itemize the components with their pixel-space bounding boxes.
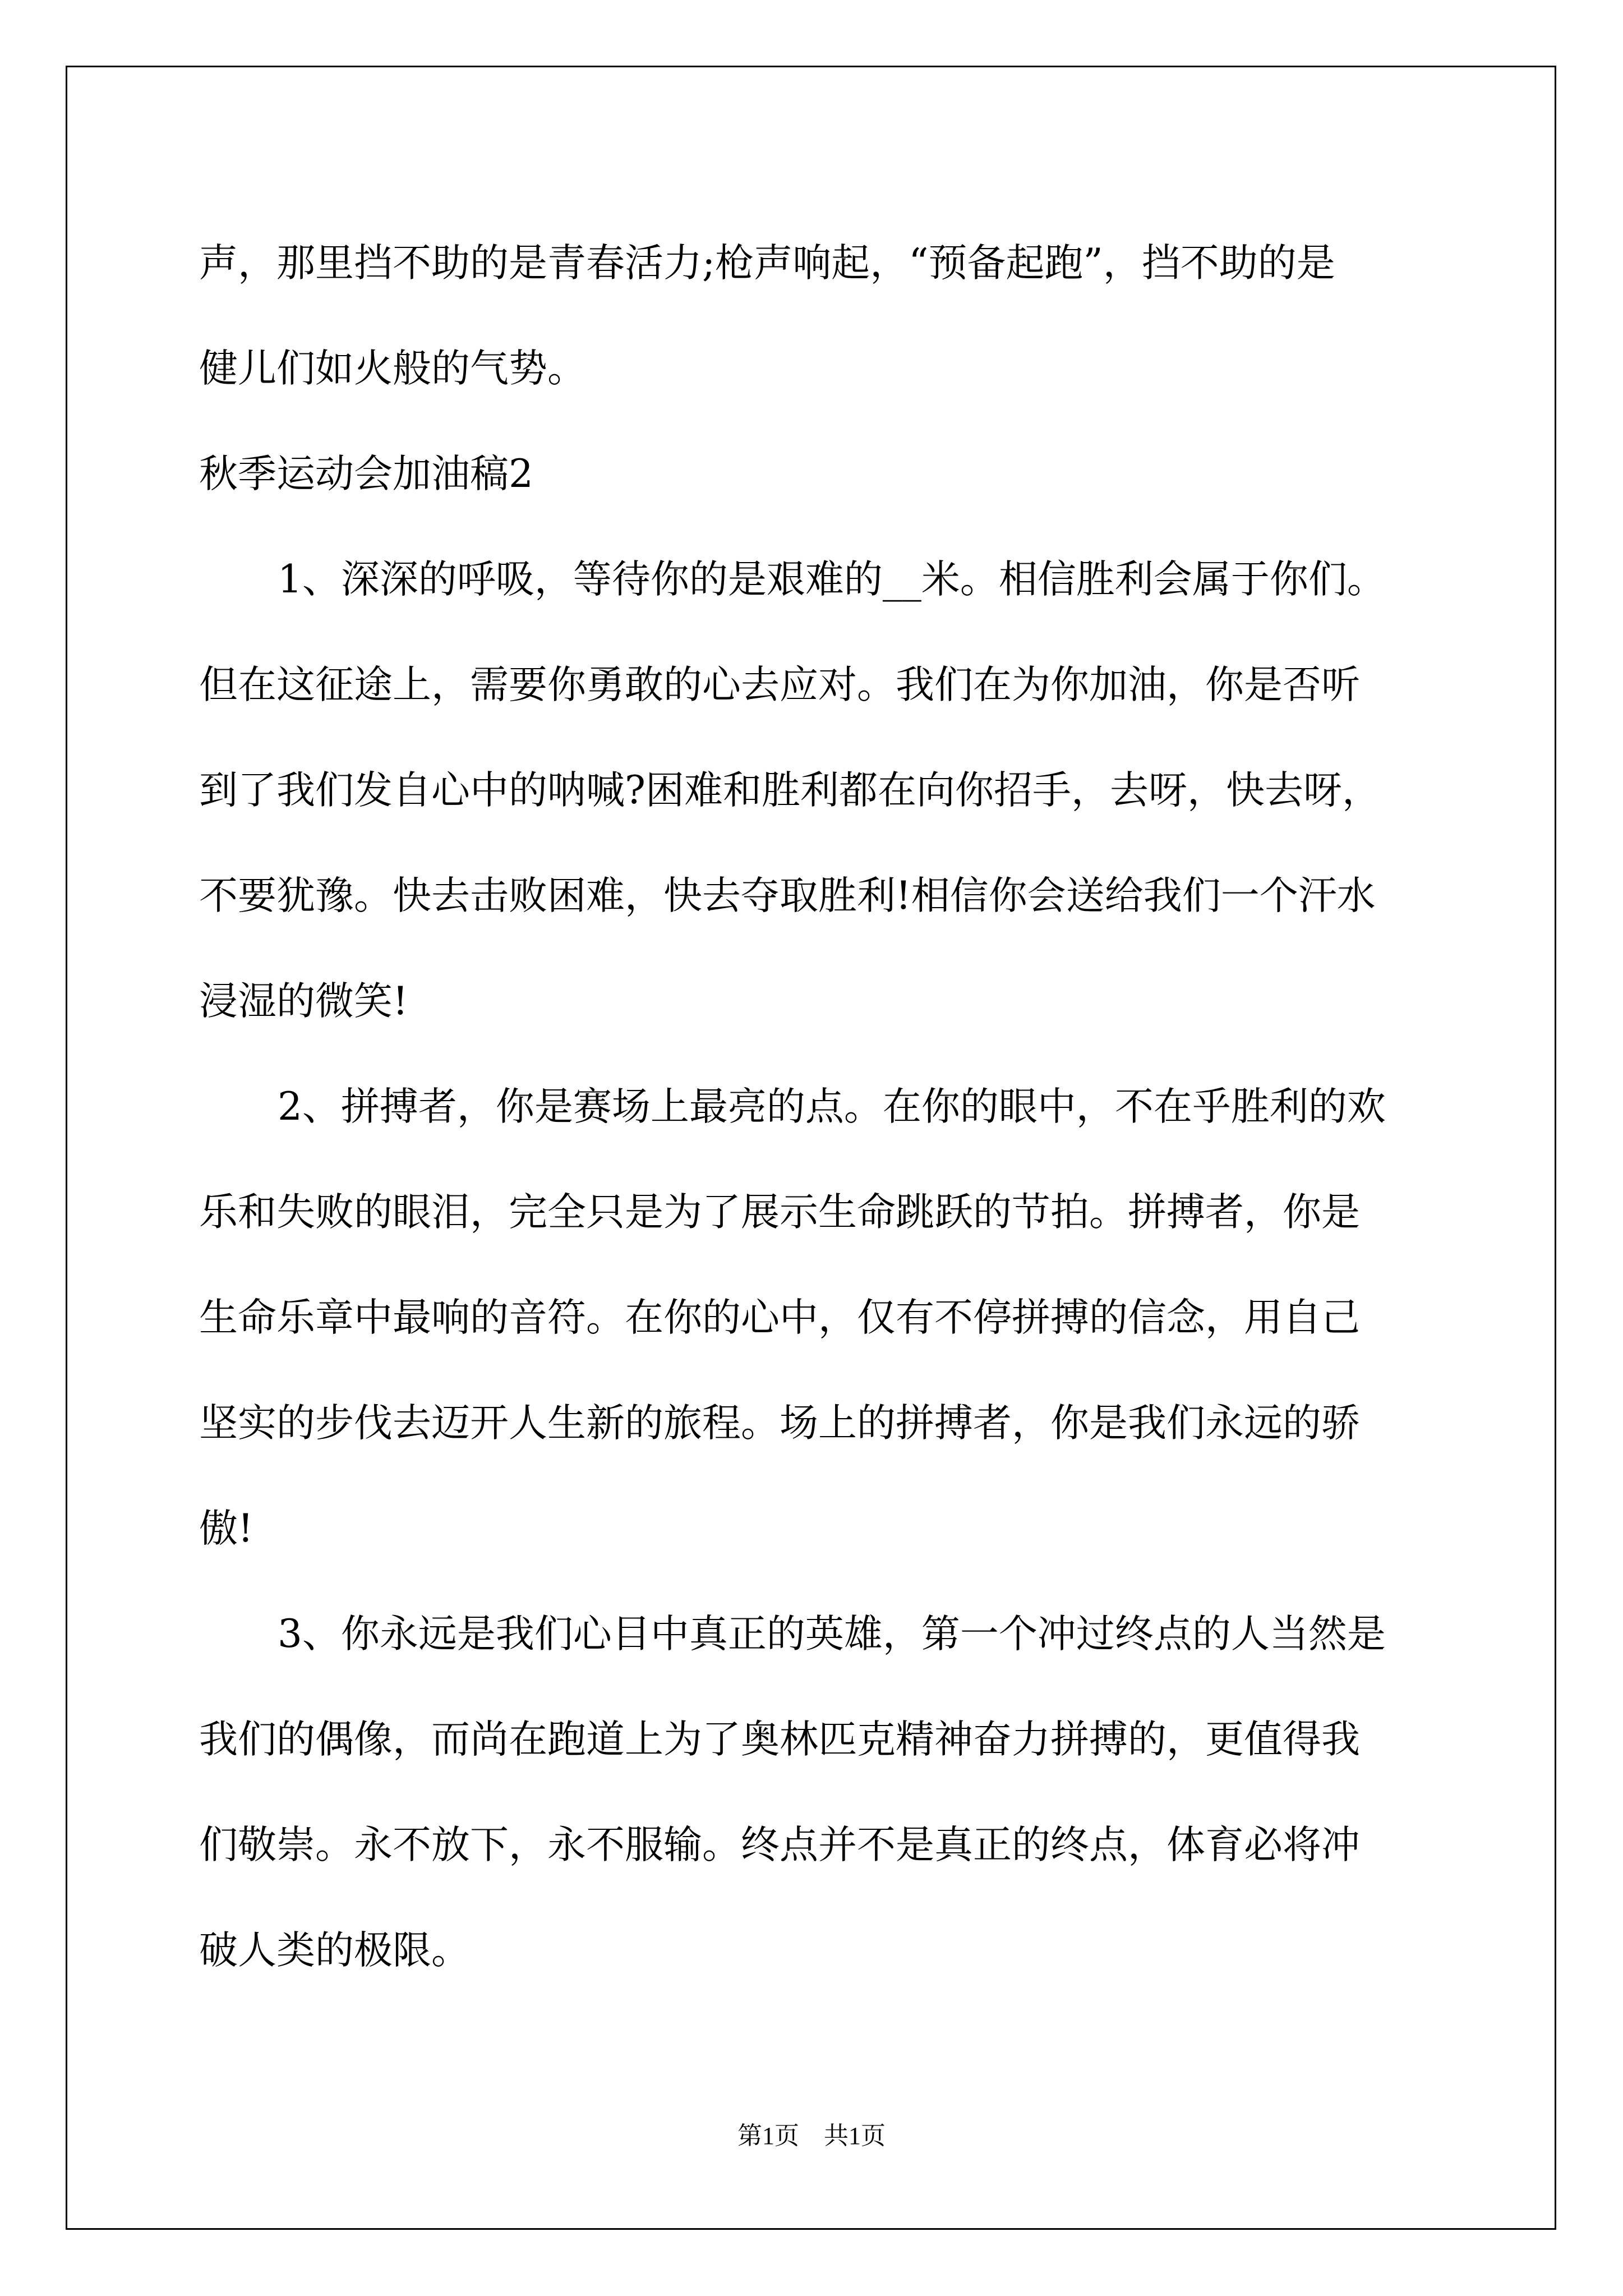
text-line: 浸湿的微笑! — [199, 979, 408, 1024]
text-line: 坚实的步伐去迈开人生新的旅程。场上的拼搏者，你是我们永远的骄 — [199, 1401, 1360, 1446]
text-line: 我们的偶像，而尚在跑道上为了奥林匹克精神奋力拼搏的，更值得我 — [199, 1717, 1360, 1762]
text-line: 生命乐章中最响的音符。在你的心中，仅有不停拼搏的信念，用自己 — [199, 1295, 1360, 1340]
page-number-footer: 第1页 共1页 — [737, 2122, 886, 2150]
paragraph-start-2: 2、拼搏者，你是赛场上最亮的点。在你的眼中，不在乎胜利的欢 — [278, 1084, 1386, 1129]
paragraph-start-1: 1、深深的呼吸，等待你的是艰难的__米。相信胜利会属于你们。 — [278, 557, 1386, 602]
text-line: 声，那里挡不助的是青春活力;枪声响起，“预备起跑”，挡不助的是 — [199, 241, 1335, 286]
text-line: 们敬崇。永不放下，永不服输。终点并不是真正的终点，体育必将冲 — [199, 1823, 1360, 1867]
text-line: 健儿们如火般的气势。 — [199, 346, 586, 391]
text-line: 破人类的极限。 — [199, 1928, 470, 1973]
text-line: 到了我们发自心中的呐喊?困难和胜利都在向你招手，去呀，快去呀， — [199, 768, 1381, 813]
section-title: 秋季运动会加油稿2 — [199, 452, 533, 496]
text-line: 乐和失败的眼泪，完全只是为了展示生命跳跃的节拍。拼搏者，你是 — [199, 1190, 1360, 1235]
document-body — [199, 210, 1430, 2003]
paragraph-start-3: 3、你永远是我们心目中真正的英雄，第一个冲过终点的人当然是 — [278, 1612, 1386, 1657]
text-line: 不要犹豫。快去击败困难，快去夺取胜利!相信你会送给我们一个汗水 — [199, 873, 1376, 918]
text-line: 傲! — [199, 1506, 253, 1551]
text-line: 但在这征途上，需要你勇敢的心去应对。我们在为你加油，你是否听 — [199, 662, 1360, 707]
